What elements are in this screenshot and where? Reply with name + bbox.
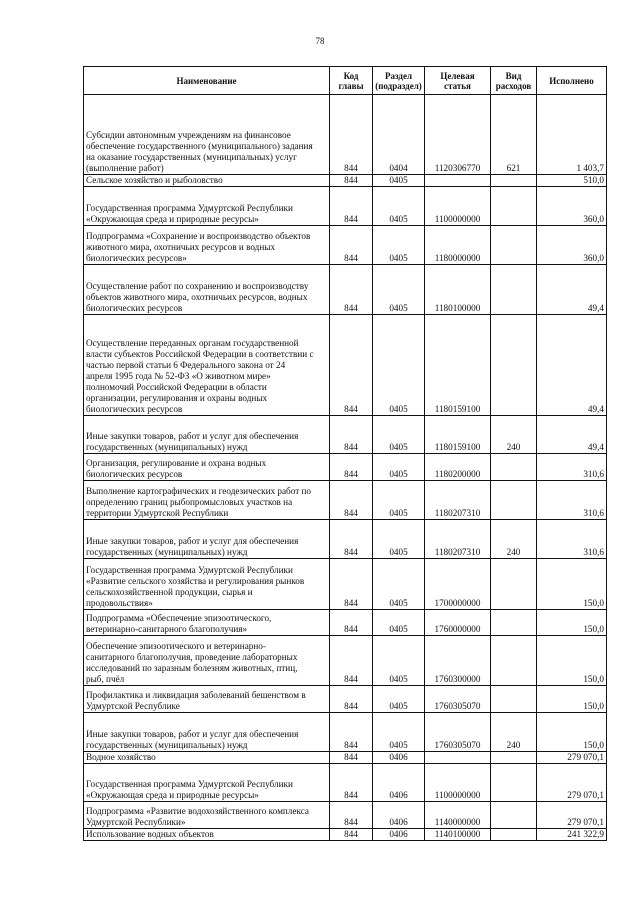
- cell-expense-type: [491, 187, 537, 226]
- cell-chapter-code: 844: [330, 95, 373, 175]
- cell-name: Подпрограмма «Сохранение и воспроизводство объектов животного мира, охотничьих ресурсов и водных биологических ресурсов»: [84, 226, 330, 265]
- cell-section: 0405: [373, 481, 425, 520]
- table-row: [84, 713, 607, 752]
- cell-section: 0405: [373, 713, 425, 752]
- cell-target-item: 1760305070: [425, 713, 491, 752]
- cell-name: Организация, регулирование и охрана водных биологических ресурсов: [84, 454, 330, 481]
- cell-name: Субсидии автономным учреждениям на финансовое обеспечение государственного (муниципального) задания на оказание государственных (муниципальных) услуг (выполнение работ): [84, 95, 330, 175]
- cell-chapter-code: 844: [330, 829, 373, 841]
- cell-executed: 150,0: [537, 610, 607, 636]
- cell-name: Водное хозяйство: [84, 752, 330, 764]
- cell-name: Сельское хозяйство и рыболовство: [84, 175, 330, 187]
- cell-target-item: 1180100000: [425, 265, 491, 315]
- cell-executed: 310,6: [537, 481, 607, 520]
- cell-expense-type: [491, 226, 537, 265]
- cell-chapter-code: 844: [330, 610, 373, 636]
- table-row: [84, 610, 607, 636]
- table-row: [84, 416, 607, 454]
- cell-target-item: 1120306770: [425, 95, 491, 175]
- cell-expense-type: 240: [491, 520, 537, 559]
- cell-chapter-code: 844: [330, 187, 373, 226]
- cell-chapter-code: 844: [330, 315, 373, 416]
- cell-target-item: [425, 752, 491, 764]
- cell-target-item: 1140000000: [425, 802, 491, 829]
- cell-name: Профилактика и ликвидация заболеваний бешенством в Удмуртской Республике: [84, 686, 330, 713]
- table-row: [84, 187, 607, 226]
- table-row: [84, 686, 607, 713]
- page-number: 78: [315, 36, 325, 46]
- cell-section: 0405: [373, 175, 425, 187]
- cell-chapter-code: 844: [330, 559, 373, 610]
- cell-section: 0405: [373, 636, 425, 686]
- cell-name: Иные закупки товаров, работ и услуг для обеспечения государственных (муниципальных) нужд: [84, 520, 330, 559]
- cell-target-item: 1180159100: [425, 315, 491, 416]
- cell-expense-type: [491, 175, 537, 187]
- cell-executed: 360,0: [537, 187, 607, 226]
- table-row: [84, 175, 607, 187]
- budget-table: [83, 66, 607, 841]
- cell-executed: 150,0: [537, 686, 607, 713]
- cell-executed: 510,0: [537, 175, 607, 187]
- table-row: [84, 764, 607, 802]
- cell-target-item: [425, 175, 491, 187]
- cell-executed: 279 070,1: [537, 802, 607, 829]
- cell-executed: 360,0: [537, 226, 607, 265]
- cell-chapter-code: 844: [330, 802, 373, 829]
- cell-section: 0405: [373, 686, 425, 713]
- header-executed: Исполнено: [537, 67, 607, 95]
- cell-expense-type: 240: [491, 713, 537, 752]
- cell-executed: 241 322,9: [537, 829, 607, 841]
- header-section: Раздел (подраздел): [373, 67, 425, 95]
- cell-target-item: 1140100000: [425, 829, 491, 841]
- cell-name: Подпрограмма «Обеспечение эпизоотического, ветеринарно-санитарного благополучия»: [84, 610, 330, 636]
- table-row: [84, 454, 607, 481]
- cell-executed: 150,0: [537, 713, 607, 752]
- cell-expense-type: [491, 686, 537, 713]
- table-body: [84, 95, 607, 841]
- cell-section: 0405: [373, 315, 425, 416]
- cell-chapter-code: 844: [330, 481, 373, 520]
- cell-executed: 310,6: [537, 520, 607, 559]
- cell-expense-type: [491, 636, 537, 686]
- cell-expense-type: [491, 764, 537, 802]
- cell-target-item: 1100000000: [425, 764, 491, 802]
- cell-name: Государственная программа Удмуртской Республики «Развитие сельского хозяйства и регулирования рынков сельскохозяйственной продукции, сырья и продовольствия»: [84, 559, 330, 610]
- cell-section: 0406: [373, 752, 425, 764]
- cell-section: 0405: [373, 416, 425, 454]
- cell-expense-type: 621: [491, 95, 537, 175]
- cell-name: Государственная программа Удмуртской Республики «Окружающая среда и природные ресурсы»: [84, 187, 330, 226]
- cell-chapter-code: 844: [330, 175, 373, 187]
- cell-section: 0405: [373, 559, 425, 610]
- cell-name: Выполнение картографических и геодезических работ по определению границ рыбопромысловых участков на территории Удмуртской Республики: [84, 481, 330, 520]
- cell-executed: 279 070,1: [537, 752, 607, 764]
- cell-executed: 150,0: [537, 636, 607, 686]
- cell-chapter-code: 844: [330, 454, 373, 481]
- cell-target-item: 1180000000: [425, 226, 491, 265]
- cell-chapter-code: 844: [330, 764, 373, 802]
- cell-target-item: 1180200000: [425, 454, 491, 481]
- cell-expense-type: [491, 829, 537, 841]
- cell-name: Подпрограмма «Развитие водохозяйственного комплекса Удмуртской Республики»: [84, 802, 330, 829]
- cell-executed: 49,4: [537, 416, 607, 454]
- cell-name: Осуществление работ по сохранению и воспроизводству объектов животного мира, охотничьих ресурсов, водных биологических ресурсов: [84, 265, 330, 315]
- cell-section: 0406: [373, 829, 425, 841]
- cell-executed: 49,4: [537, 265, 607, 315]
- table-row: [84, 636, 607, 686]
- header-target-item: Целевая статья: [425, 67, 491, 95]
- cell-expense-type: [491, 265, 537, 315]
- cell-name: Осуществление переданных органам государственной власти субъектов Российской Федерации в соответствии с частью первой статьи 6 Федерального закона от 24 апреля 1995 года № 52-ФЗ «О животном мире» полномочий Российской Федерации в области организации, регулирования и охраны водных биологических ресурсов: [84, 315, 330, 416]
- cell-target-item: 1760305070: [425, 686, 491, 713]
- cell-section: 0404: [373, 95, 425, 175]
- cell-chapter-code: 844: [330, 265, 373, 315]
- cell-target-item: 1760300000: [425, 636, 491, 686]
- cell-section: 0405: [373, 610, 425, 636]
- table-row: [84, 226, 607, 265]
- cell-chapter-code: 844: [330, 226, 373, 265]
- table-row: [84, 829, 607, 841]
- cell-executed: 150,0: [537, 559, 607, 610]
- cell-name: Использование водных объектов: [84, 829, 330, 841]
- cell-chapter-code: 844: [330, 416, 373, 454]
- cell-section: 0405: [373, 520, 425, 559]
- cell-target-item: 1100000000: [425, 187, 491, 226]
- table-row: [84, 520, 607, 559]
- cell-expense-type: [491, 802, 537, 829]
- header-expense-type: Вид расходов: [491, 67, 537, 95]
- cell-target-item: 1180207310: [425, 481, 491, 520]
- cell-target-item: 1760000000: [425, 610, 491, 636]
- cell-expense-type: [491, 454, 537, 481]
- cell-chapter-code: 844: [330, 520, 373, 559]
- header-chapter-code: Код главы: [330, 67, 373, 95]
- cell-section: 0405: [373, 454, 425, 481]
- cell-executed: 310,6: [537, 454, 607, 481]
- cell-expense-type: [491, 481, 537, 520]
- cell-expense-type: [491, 752, 537, 764]
- cell-chapter-code: 844: [330, 752, 373, 764]
- cell-executed: 279 070,1: [537, 764, 607, 802]
- cell-name: Иные закупки товаров, работ и услуг для обеспечения государственных (муниципальных) нужд: [84, 416, 330, 454]
- cell-target-item: 1700000000: [425, 559, 491, 610]
- cell-section: 0406: [373, 764, 425, 802]
- table-row: [84, 802, 607, 829]
- cell-chapter-code: 844: [330, 686, 373, 713]
- cell-expense-type: 240: [491, 416, 537, 454]
- cell-executed: 1 403,7: [537, 95, 607, 175]
- cell-expense-type: [491, 315, 537, 416]
- table-row: [84, 265, 607, 315]
- cell-chapter-code: 844: [330, 713, 373, 752]
- cell-name: Иные закупки товаров, работ и услуг для обеспечения государственных (муниципальных) нужд: [84, 713, 330, 752]
- cell-expense-type: [491, 610, 537, 636]
- cell-chapter-code: 844: [330, 636, 373, 686]
- cell-section: 0406: [373, 802, 425, 829]
- cell-section: 0405: [373, 265, 425, 315]
- table-row: [84, 481, 607, 520]
- table-row: [84, 95, 607, 175]
- cell-name: Государственная программа Удмуртской Республики «Окружающая среда и природные ресурсы»: [84, 764, 330, 802]
- cell-executed: 49,4: [537, 315, 607, 416]
- table-header-row: [84, 67, 607, 95]
- cell-expense-type: [491, 559, 537, 610]
- table-row: [84, 559, 607, 610]
- table-row: [84, 315, 607, 416]
- cell-section: 0405: [373, 226, 425, 265]
- header-name: Наименование: [84, 67, 330, 95]
- cell-target-item: 1180159100: [425, 416, 491, 454]
- cell-name: Обеспечение эпизоотического и ветеринарно- санитарного благополучия, проведение лабораторных исследований по заразным болезням животных, птиц, рыб, пчёл: [84, 636, 330, 686]
- cell-section: 0405: [373, 187, 425, 226]
- table-row: [84, 752, 607, 764]
- cell-target-item: 1180207310: [425, 520, 491, 559]
